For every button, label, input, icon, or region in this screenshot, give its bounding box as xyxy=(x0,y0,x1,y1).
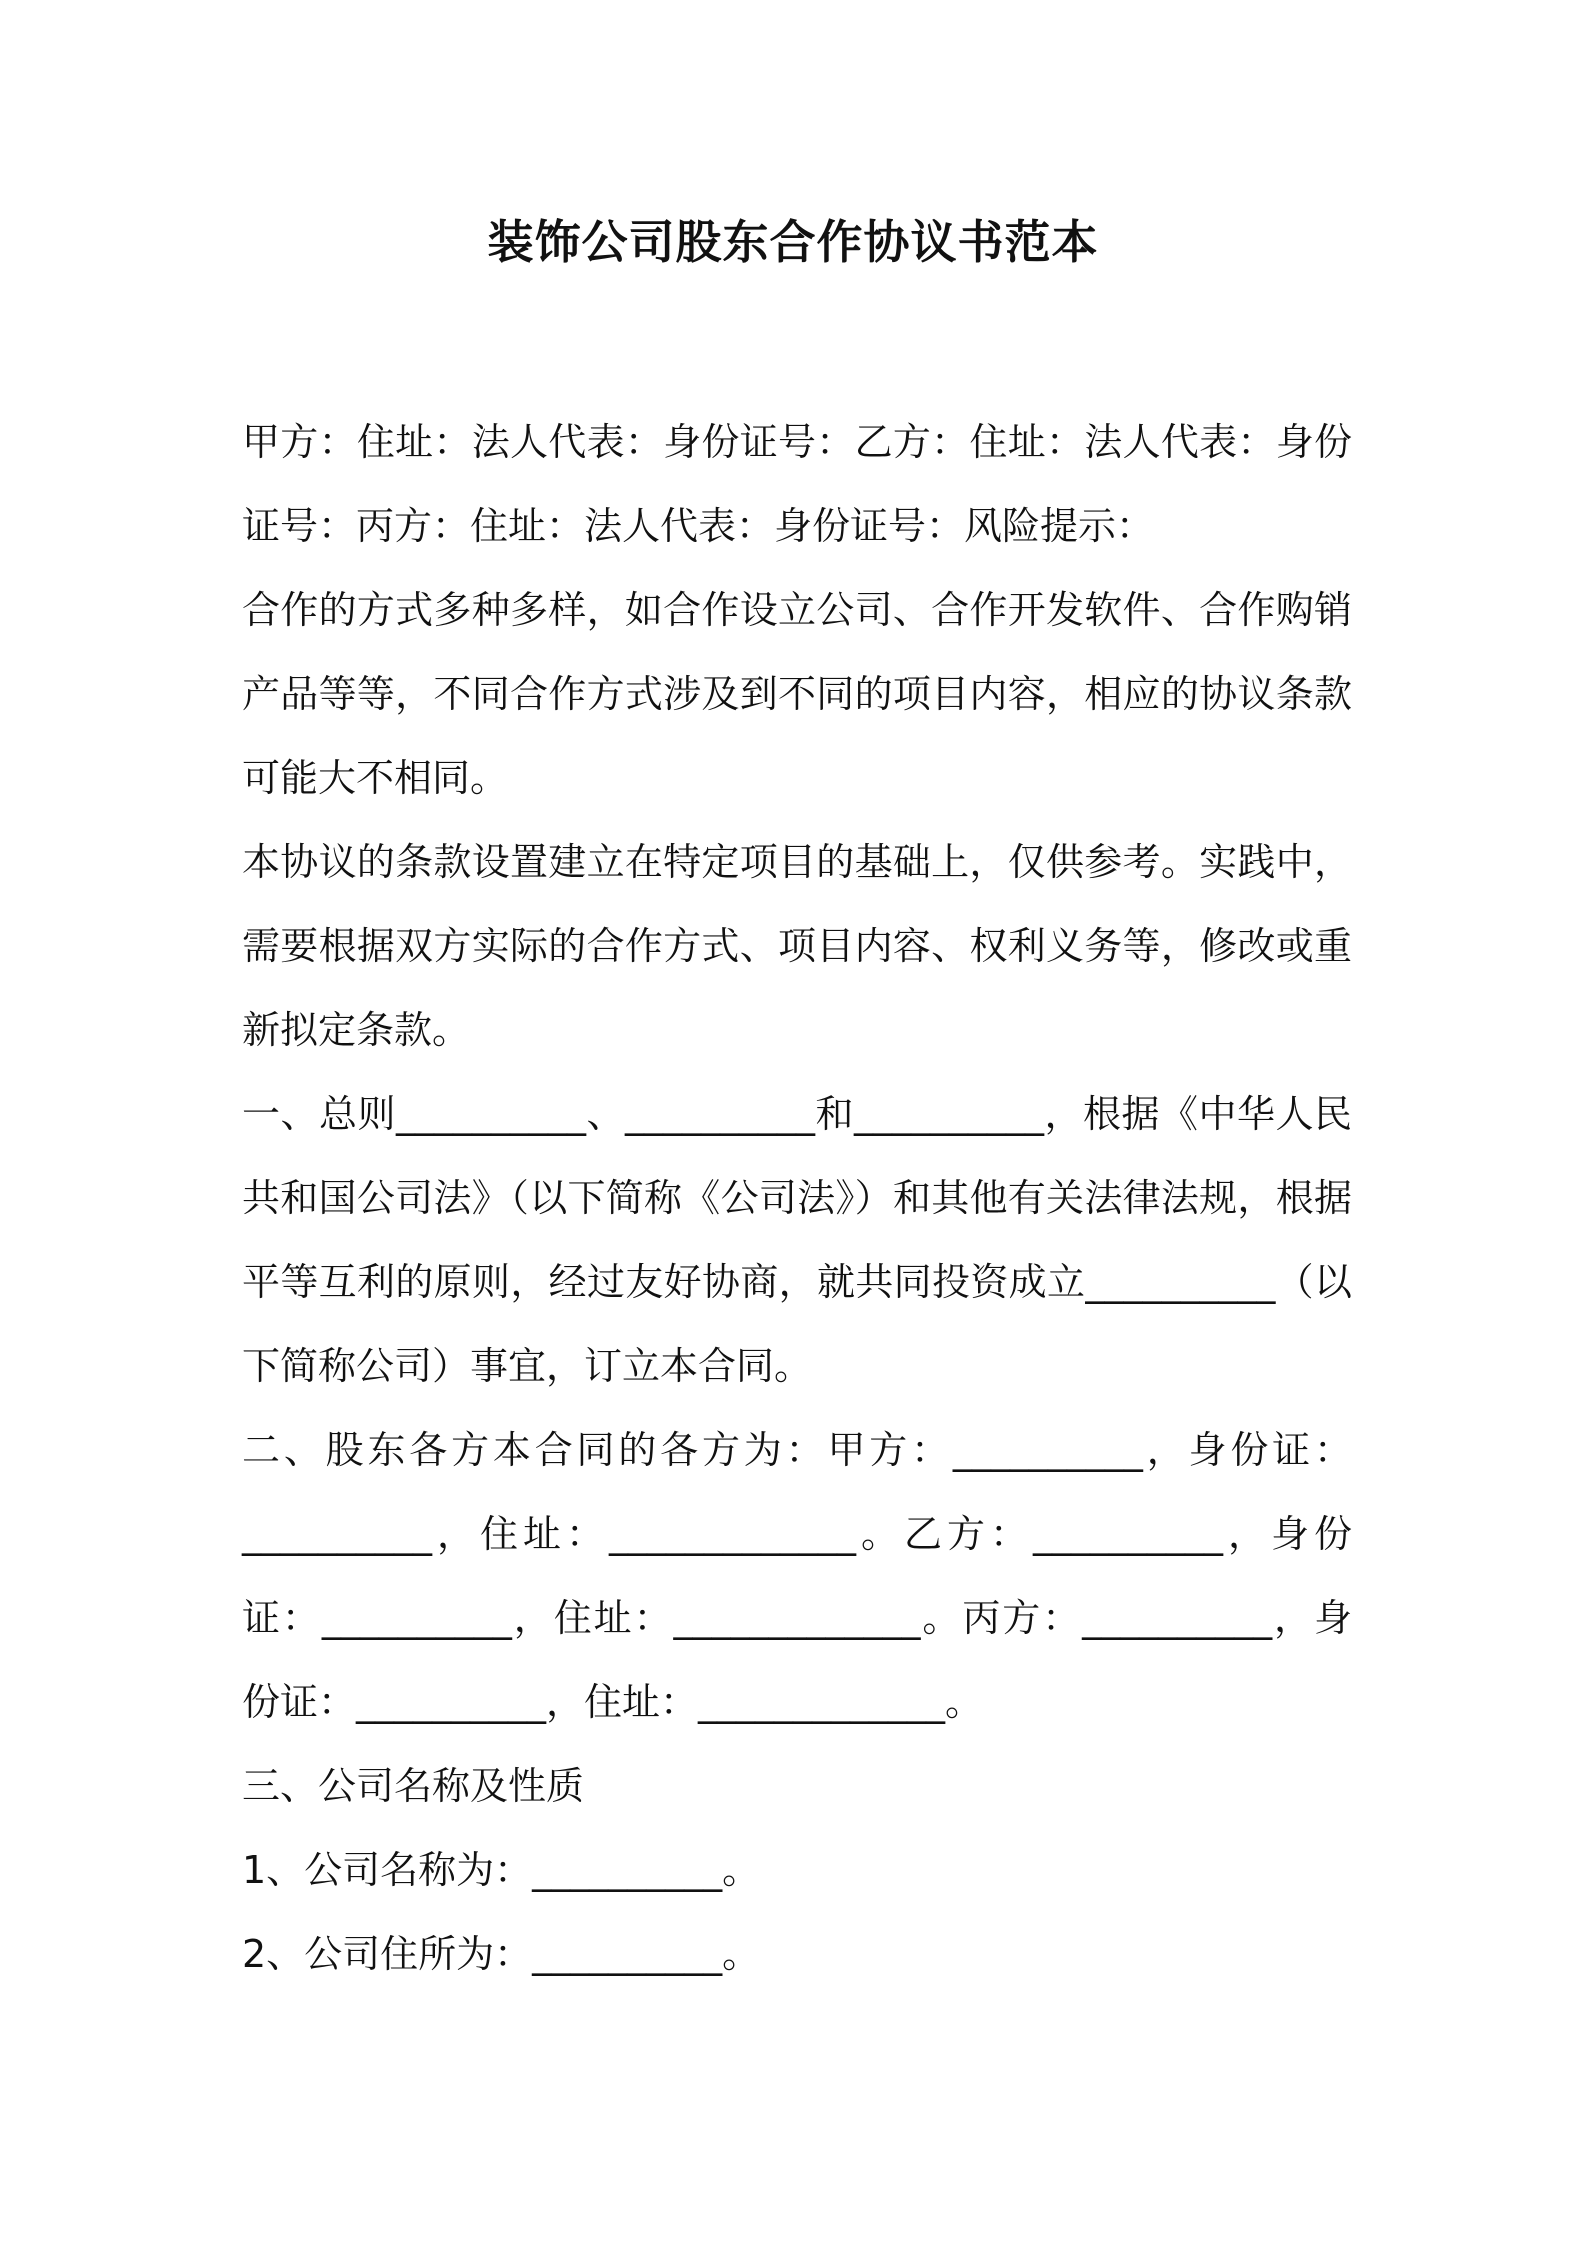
paragraph-shareholders: 二、股东各方本合同的各方为：甲方：__________，身份证：__________，住址：_____________。乙方：__________，身份证：__________，住址：_____________。丙方：__________，身份证：__________，住址：_____________。 xyxy=(242,1428,1352,1724)
paragraph-risk-note: 合作的方式多种多样，如合作设立公司、合作开发软件、合作购销产品等等，不同合作方式涉及到不同的项目内容，相应的协议条款可能大不相同。 xyxy=(242,588,1352,800)
paragraph-parties: 甲方：住址：法人代表：身份证号：乙方：住址：法人代表：身份证号：丙方：住址：法人代表：身份证号：风险提示： xyxy=(242,420,1352,548)
paragraph-general-provisions: 一、总则__________、__________和__________，根据《中华人民共和国公司法》（以下简称《公司法》）和其他有关法律法规，根据平等互利的原则，经过友好协商，就共同投资成立__________（以下简称公司）事宜，订立本合同。 xyxy=(242,1092,1352,1388)
paragraph-reference-note: 本协议的条款设置建立在特定项目的基础上，仅供参考。实践中，需要根据双方实际的合作方式、项目内容、权利义务等，修改或重新拟定条款。 xyxy=(242,840,1352,1052)
document-body xyxy=(242,400,1352,1996)
clause-company-name: 1、公司名称为：__________。 xyxy=(242,1848,761,1892)
section-heading-company-name: 三、公司名称及性质 xyxy=(242,1764,585,1808)
clause-company-address: 2、公司住所为：__________。 xyxy=(242,1932,761,1976)
document-title: 装饰公司股东合作协议书范本 xyxy=(487,215,1099,269)
